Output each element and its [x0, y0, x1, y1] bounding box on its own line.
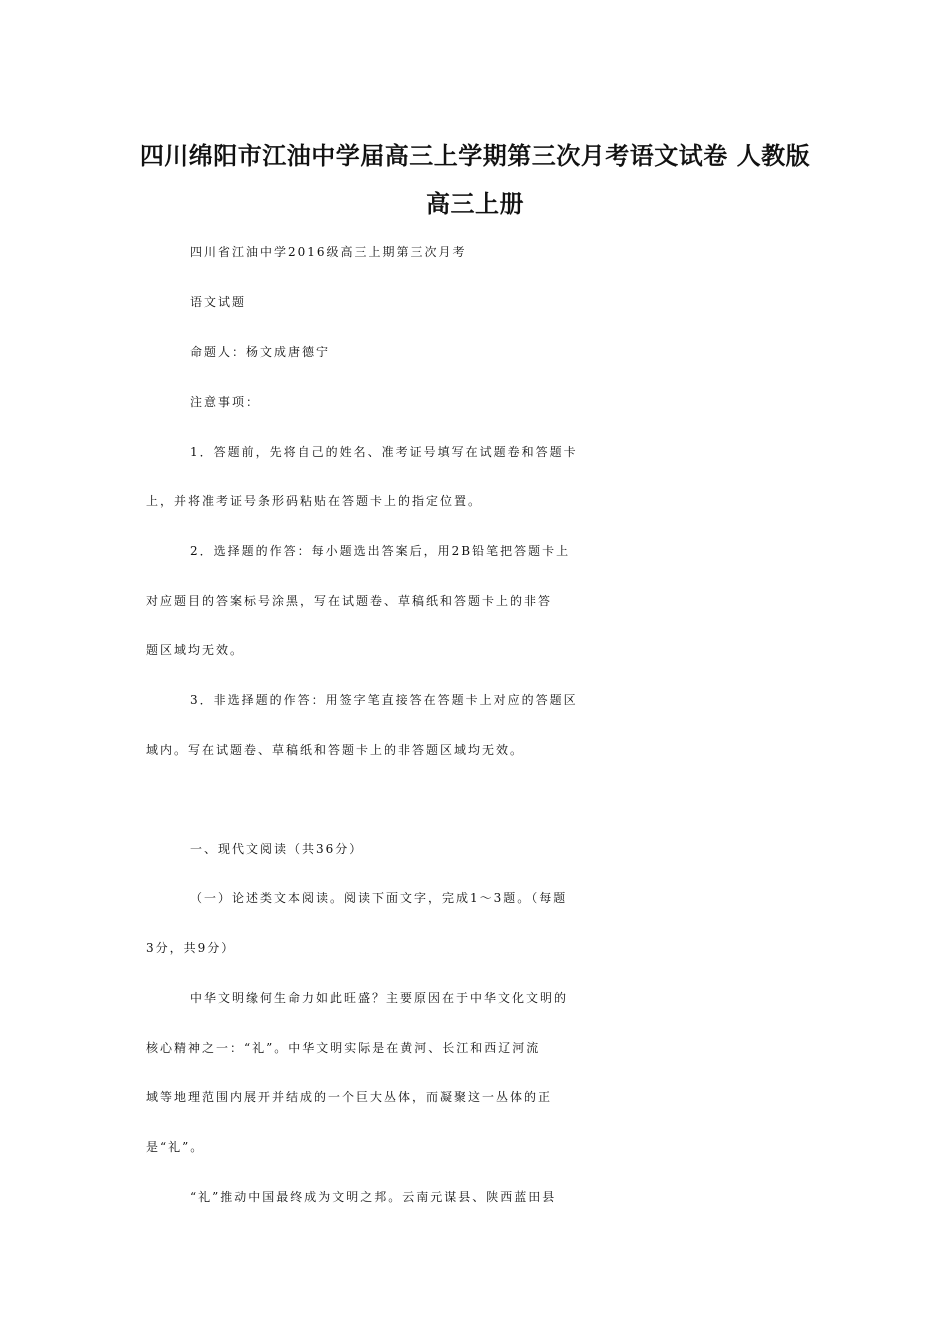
exam-author-line: 命题人：杨文成唐德宁	[190, 345, 331, 359]
notice-item-1-line-1: 1．答题前，先将自己的姓名、准考证号填写在试题卷和答题卡	[190, 445, 578, 459]
notice-item-2-line-1: 2．选择题的作答：每小题选出答案后，用2B铅笔把答题卡上	[190, 544, 571, 558]
passage-p1-line-3: 域等地理范围内展开并结成的一个巨大丛体，而凝聚这一丛体的正	[146, 1090, 553, 1104]
notice-heading: 注意事项：	[190, 395, 261, 409]
passage-p1-line-4: 是“礼”。	[146, 1140, 205, 1154]
passage-p1-line-2: 核心精神之一：“礼”。中华文明实际是在黄河、长江和西辽河流	[146, 1041, 541, 1055]
exam-header-line: 四川省江油中学2016级高三上期第三次月考	[190, 245, 467, 259]
notice-item-3-line-1: 3．非选择题的作答：用签字笔直接答在答题卡上对应的答题区	[190, 693, 578, 707]
section-heading: 一、现代文阅读（共36分）	[190, 842, 364, 856]
document-title-line-1: 四川绵阳市江油中学届高三上学期第三次月考语文试卷 人教版	[139, 142, 811, 170]
notice-item-1-line-2: 上，并将准考证号条形码粘贴在答题卡上的指定位置。	[146, 494, 483, 508]
exam-subject-line: 语文试题	[190, 295, 247, 309]
notice-item-3-line-2: 域内。写在试题卷、草稿纸和答题卡上的非答题区域均无效。	[146, 743, 525, 757]
subsection-line-1: （一）论述类文本阅读。阅读下面文字，完成1～3题。（每题	[190, 891, 568, 905]
notice-item-2-line-2: 对应题目的答案标号涂黑，写在试题卷、草稿纸和答题卡上的非答	[146, 594, 553, 608]
passage-p2-line-1: “礼”推动中国最终成为文明之邦。云南元谋县、陕西蓝田县	[190, 1190, 557, 1204]
passage-p1-line-1: 中华文明缘何生命力如此旺盛？主要原因在于中华文化文明的	[190, 991, 569, 1005]
subsection-line-2: 3分，共9分）	[146, 941, 236, 955]
notice-item-2-line-3: 题区域均无效。	[146, 643, 245, 657]
document-title-line-2: 高三上册	[426, 190, 524, 218]
